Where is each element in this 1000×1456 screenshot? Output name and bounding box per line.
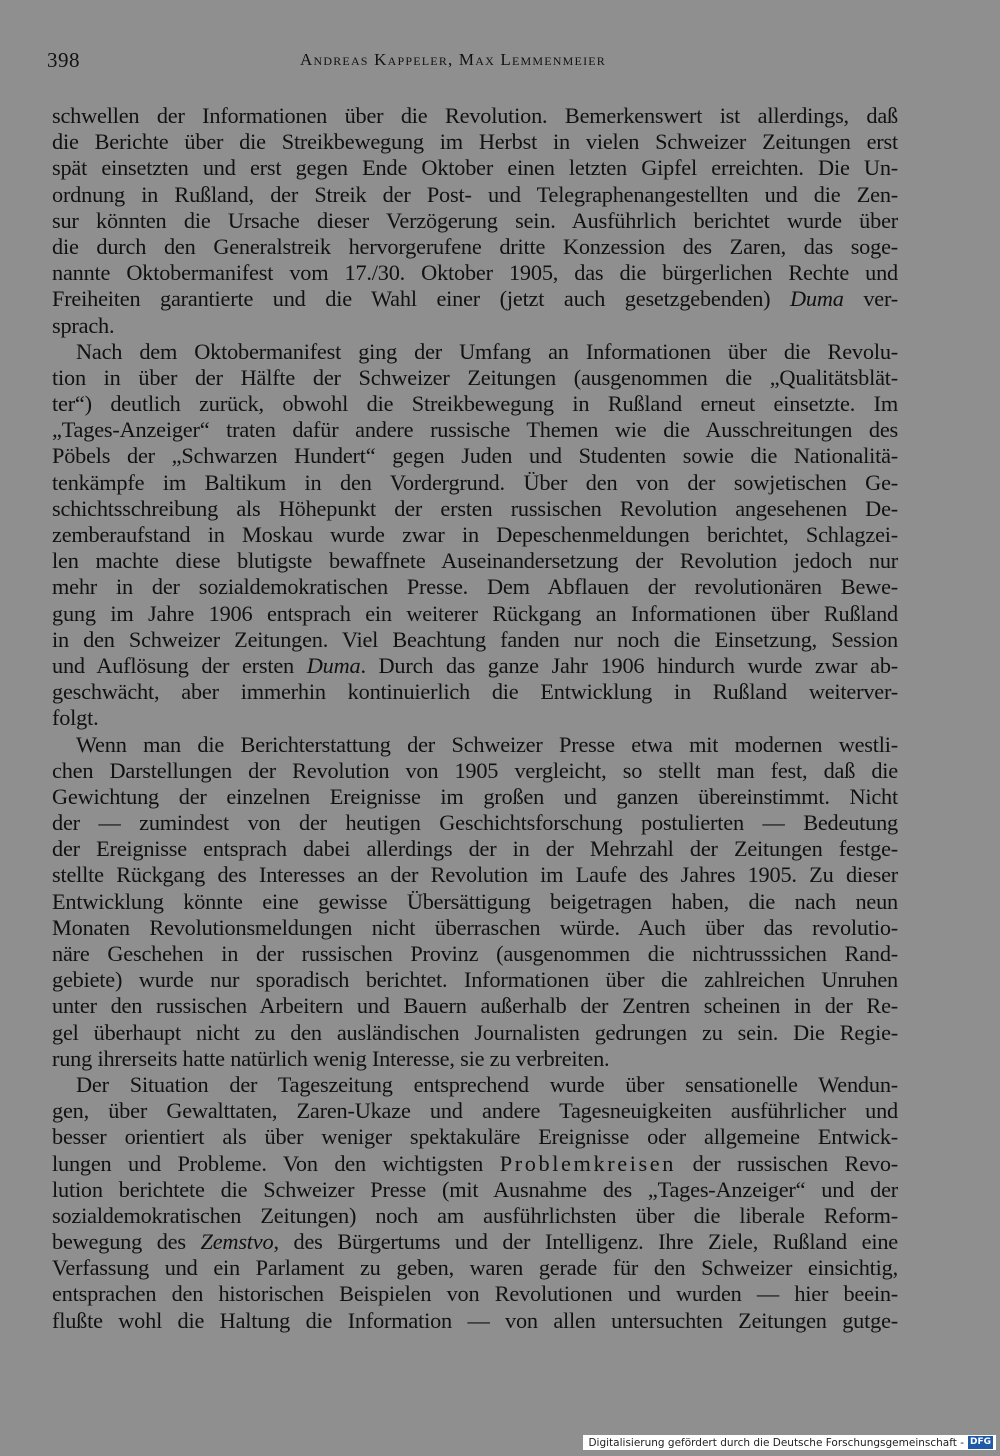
italic-term: Duma <box>306 652 361 678</box>
text-line: entsprachen den historischen Beispielen von Revolutionen und wurden — hier beein- <box>52 1281 898 1307</box>
dfg-footer <box>583 1435 996 1450</box>
text-span: . Durch das ganze Jahr 1906 hindurch wurde zwar ab- <box>360 652 898 678</box>
text-line: Wenn man die Berichterstattung der Schweizer Presse etwa mit modernen westli- <box>76 731 898 757</box>
body-text <box>52 103 898 1334</box>
text-line: in den Schweizer Zeitungen. Viel Beachtung fanden nur noch die Einsetzung, Session <box>52 626 898 652</box>
text-line: schichtsschreibung als Höhepunkt der ersten russischen Revolution angesehenen De- <box>52 495 898 521</box>
text-line: Der Situation der Tageszeitung entsprechend wurde über sensationelle Wendun- <box>76 1071 898 1097</box>
text-line: nannte Oktobermanifest vom 17./30. Oktober 1905, das die bürgerlichen Rechte und <box>52 260 898 286</box>
spaced-term: Problemkreisen <box>499 1150 677 1176</box>
text-line: Pöbels der „Schwarzen Hundert“ gegen Juden und Studenten sowie die Nationalitä- <box>52 443 898 469</box>
text-line: schwellen der Informationen über die Revolution. Bemerkenswert ist allerdings, daß <box>52 103 898 128</box>
text-line: der Ereignisse entsprach dabei allerdings der in der Mehrzahl der Zeitungen festge- <box>52 836 898 862</box>
text-line: die Berichte über die Streikbewegung im Herbst in vielen Schweizer Zeitungen erst <box>52 129 898 155</box>
text-line: mehr in der sozialdemokratischen Presse. Dem Abflauen der revolutionären Bewe- <box>52 574 898 600</box>
text-line: gung im Jahre 1906 entsprach ein weiterer Rückgang an Informationen über Rußland <box>52 600 898 626</box>
text-line: tenkämpfe im Baltikum in den Vordergrund. Über den von der sowjetischen Ge- <box>52 469 898 495</box>
dfg-logo: DFG <box>969 1437 991 1447</box>
page-number: 398 <box>47 48 80 72</box>
text-span: der russischen Revo- <box>676 1150 899 1176</box>
text-line: gel überhaupt nicht zu den ausländischen Journalisten gedrungen zu sein. Die Regie- <box>52 1019 898 1045</box>
text-line: tion in über der Hälfte der Schweizer Zeitungen (ausgenommen die „Qualitätsblät- <box>52 364 898 390</box>
text-line <box>52 1151 898 1177</box>
text-line: flußte wohl die Haltung die Information — von allen untersuchten Zeitungen gutge- <box>52 1307 898 1333</box>
italic-term: Duma <box>790 286 844 312</box>
text-span: ver- <box>843 286 898 312</box>
text-line: geschwächt, aber immerhin kontinuierlich die Entwicklung in Rußland weiterver- <box>52 679 898 705</box>
text-line: Nach dem Oktobermanifest ging der Umfang an Informationen über die Revolu- <box>76 338 898 364</box>
text-span: bewegung des <box>52 1229 201 1255</box>
text-line: rung ihrerseits hatte natürlich wenig Interesse, sie zu verbreiten. <box>52 1045 610 1071</box>
text-line: ter“) deutlich zurück, obwohl die Streikbewegung in Rußland erneut einsetzte. Im <box>52 391 898 417</box>
text-span: und Auflösung der ersten <box>52 652 307 678</box>
text-line: gen, über Gewalttaten, Zaren-Ukaze und andere Tagesneuigkeiten ausführlicher und <box>52 1098 898 1124</box>
text-line: chen Darstellungen der Revolution von 1905 vergleicht, so stellt man fest, daß die <box>52 757 898 783</box>
text-span: , des Bürgertums und der Intelligenz. Ihre Ziele, Rußland eine <box>273 1229 898 1255</box>
text-span: lungen und Probleme. Von den wichtigsten <box>52 1150 500 1176</box>
text-line <box>52 286 898 312</box>
text-line: lution berichtete die Schweizer Presse (mit Ausnahme des „Tages-Anzeiger“ und der <box>52 1176 898 1202</box>
text-line: der — zumindest von der heutigen Geschichtsforschung postulierten — Bedeutung <box>52 810 898 836</box>
text-line <box>52 653 898 679</box>
text-line: besser orientiert als über weniger spektakuläre Ereignisse oder allgemeine Entwick- <box>52 1124 898 1150</box>
funding-note: Digitalisierung gefördert durch die Deutsche Forschungsgemeinschaft - <box>588 1436 964 1449</box>
text-line: ordnung in Rußland, der Streik der Post- und Telegraphenangestellten und die Zen- <box>52 181 898 207</box>
text-line: unter den russischen Arbeitern und Bauern außerhalb der Zentren scheinen in der Re- <box>52 993 898 1019</box>
text-line: gebiete) wurde nur sporadisch berichtet. Informationen über die zahlreichen Unruhen <box>52 967 898 993</box>
text-line: sprach. <box>52 312 115 338</box>
text-line: zemberaufstand in Moskau wurde zwar in Depeschenmeldungen berichtet, Schlagzei- <box>52 522 898 547</box>
text-line: Entwicklung könnte eine gewisse Übersättigung beigetragen haben, die nach neun <box>52 888 898 914</box>
text-line: Gewichtung der einzelnen Ereignisse im großen und ganzen übereinstimmt. Nicht <box>52 783 898 809</box>
text-line <box>52 1229 898 1255</box>
text-line: „Tages-Anzeiger“ traten dafür andere russische Themen wie die Ausschreitungen des <box>52 417 898 443</box>
text-line: die durch den Generalstreik hervorgerufene dritte Konzession des Zaren, das soge- <box>52 233 898 259</box>
text-line: sozialdemokratischen Zeitungen) noch am ausführlichsten über die liberale Reform- <box>52 1202 898 1228</box>
text-line: Monaten Revolutionsmeldungen nicht überraschen würde. Auch über das revolutio- <box>52 914 898 940</box>
text-line: sur könnten die Ursache dieser Verzögerung sein. Ausführlich berichtet wurde über <box>52 207 898 233</box>
text-line: näre Geschehen in der russischen Provinz (ausgenommen die nichtrusssichen Rand- <box>52 941 898 966</box>
text-line: folgt. <box>52 705 99 731</box>
text-line: stellte Rückgang des Interesses an der Revolution im Laufe des Jahres 1905. Zu dieser <box>52 862 898 888</box>
running-head: Andreas Kappeler, Max Lemmenmeier <box>300 50 606 69</box>
text-span: Freiheiten garantierte und die Wahl einer (jetzt auch gesetzgebenden) <box>52 286 791 312</box>
text-line: spät einsetzten und erst gegen Ende Oktober einen letzten Gipfel erreichten. Die Un- <box>52 155 898 181</box>
text-line: len machte diese blutigste bewaffnete Auseinandersetzung der Revolution jedoch nur <box>52 548 898 574</box>
text-line: Verfassung und ein Parlament zu geben, waren gerade für den Schweizer einsichtig, <box>52 1255 898 1281</box>
italic-term: Zemstvo <box>200 1229 274 1255</box>
